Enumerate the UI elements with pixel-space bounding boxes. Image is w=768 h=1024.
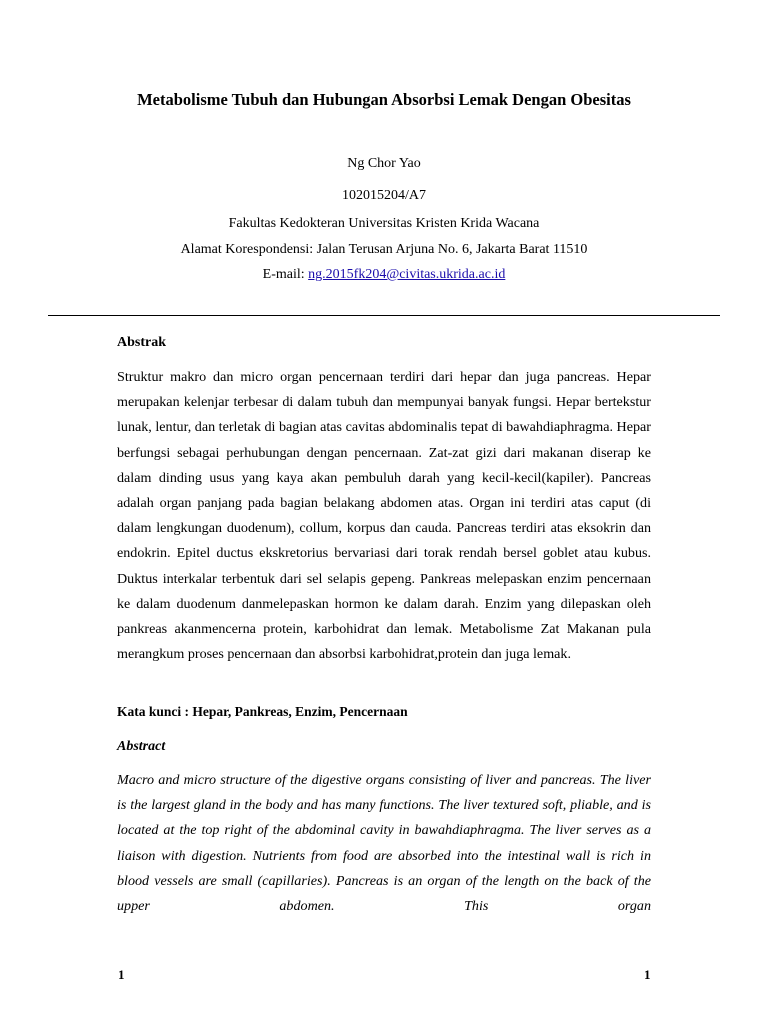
affiliation: Fakultas Kedokteran Universitas Kristen Krida Wacana [228,216,540,231]
header-divider [48,315,720,316]
email-line [60,265,708,285]
keywords: Kata kunci : Hepar, Pankreas, Enzim, Pencernaan [117,704,408,719]
email-link[interactable]: ng.2015fk204@civitas.ukrida.ac.id [308,267,506,282]
correspondence-address: Alamat Korespondensi: Jalan Terusan Arjuna No. 6, Jakarta Barat 11510 [180,242,588,257]
abstrak-body: Struktur makro dan micro organ pencernaan terdiri dari hepar dan juga pancreas. Hepar merupakan kelenjar terbesar di dalam tubuh dan mempunyai banyak fungsi. Hepar bertekstur lunak, lentur, dan terletak di bagian atas cavitas abdominalis tepat di bawahdiaphragma. Hepar berfungsi sebagai perhubungan dengan pencernaan. Zat-zat gizi dari makanan diserap ke dalam dinding usus yang kaya akan pembuluh darah yang kecil-kecil(kapiler). Pancreas adalah organ panjang pada bagian belakang abdomen atas. Organ ini terdiri atas caput (di dalam lengkungan duodenum), collum, korpus dan cauda. Pancreas terdiri atas eksokrin dan endokrin. Epitel ductus ekskretorius bervariasi dari torak rendah bersel goblet atau kubus. Duktus interkalar terbentuk dari sel selapis gepeng. Pankreas melepaskan enzim pencernaan ke dalam duodenum danmelepaskan hormon ke dalam darah. Enzim yang dilepaskan oleh pankreas akanmencerna protein, karbohidrat dan lemak. Metabolisme Zat Makanan pula merangkum proses pencernaan dan absorbsi karbohidrat,protein dan juga lemak. [117,369,651,663]
paper-title: Metabolisme Tubuh dan Hubungan Absorbsi Lemak Dengan Obesitas [137,90,631,109]
abstract-body: Macro and micro structure of the digestive organs consisting of liver and pancreas. The liver is the largest gland in the body and has many functions. The liver textured soft, pliable, and is located at the top right of the abdominal cavity in bawahdiaphragma. The liver serves as a liaison with digestion. Nutrients from food are absorbed into the intestinal wall is rich in blood vessels are small (capillaries). Pancreas is an organ of the length on the back of the upper abdomen. This organ [117,772,651,915]
author-name: Ng Chor Yao [347,156,421,171]
page-number-left: 1 [118,967,125,982]
abstract-heading: Abstract [117,739,166,754]
page-number-right: 1 [644,967,651,982]
abstrak-heading: Abstrak [117,335,167,350]
student-id: 102015204/A7 [342,188,426,203]
email-label: E-mail: [262,267,305,282]
